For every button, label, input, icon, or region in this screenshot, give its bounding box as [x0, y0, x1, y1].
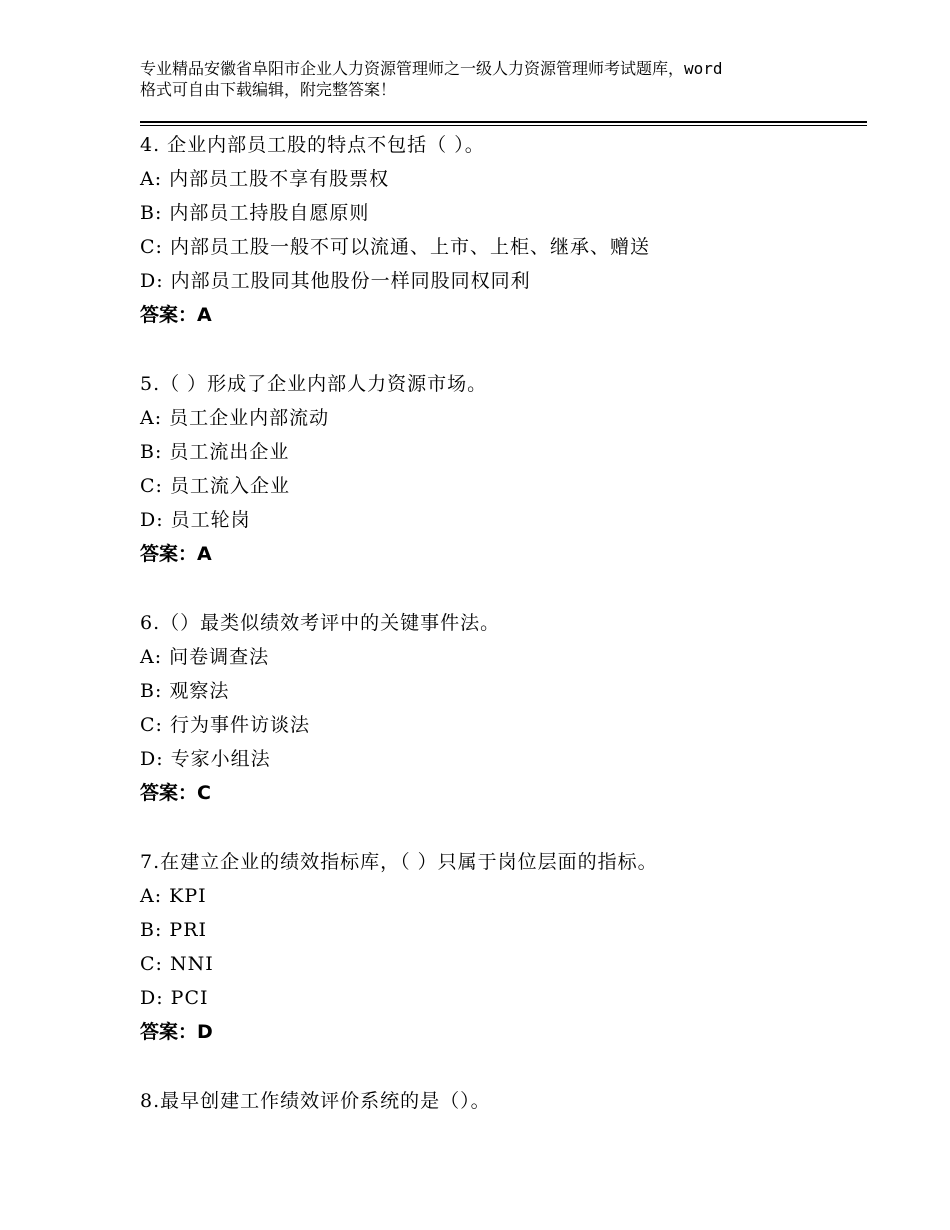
- question-stem: 6.（）最类似绩效考评中的关键事件法。: [140, 612, 501, 634]
- answer-label: 答案：C: [140, 782, 211, 804]
- option-b: B: PRI: [140, 919, 207, 941]
- question-5: [140, 367, 867, 571]
- question-stem: 5.（ ）形成了企业内部人力资源市场。: [140, 373, 488, 395]
- answer-label: 答案：A: [140, 304, 212, 326]
- header-divider-thin: [140, 125, 867, 126]
- question-list: [140, 128, 867, 1153]
- question-stem: 4. 企业内部员工股的特点不包括（ ）。: [140, 134, 485, 156]
- option-d: D: 专家小组法: [140, 748, 271, 770]
- option-d: D: 员工轮岗: [140, 509, 251, 531]
- answer-label: 答案：D: [140, 1021, 213, 1043]
- option-a: A: 问卷调查法: [140, 646, 270, 668]
- option-d: D: PCI: [140, 987, 209, 1009]
- option-a: A: 员工企业内部流动: [140, 407, 330, 429]
- option-b: B: 内部员工持股自愿原则: [140, 202, 370, 224]
- question-4: [140, 128, 867, 332]
- question-6: [140, 606, 867, 810]
- option-b: B: 员工流出企业: [140, 441, 290, 463]
- question-stem: 8.最早创建工作绩效评价系统的是（）。: [140, 1090, 491, 1112]
- document-header: [140, 58, 840, 100]
- header-divider-thick: [140, 121, 867, 123]
- option-c: C: 内部员工股一般不可以流通、上市、上柜、继承、赠送: [140, 236, 650, 258]
- answer-label: 答案：A: [140, 543, 212, 565]
- option-c: C: 行为事件访谈法: [140, 714, 310, 736]
- question-8: [140, 1084, 867, 1118]
- option-c: C: 员工流入企业: [140, 475, 290, 497]
- header-line-1: 专业精品安徽省阜阳市企业人力资源管理师之一级人力资源管理师考试题库，word: [140, 59, 723, 78]
- option-b: B: 观察法: [140, 680, 230, 702]
- question-stem: 7.在建立企业的绩效指标库，（ ）只属于岗位层面的指标。: [140, 851, 658, 873]
- header-line-2: 格式可自由下载编辑，附完整答案！: [140, 80, 397, 99]
- option-a: A: 内部员工股不享有股票权: [140, 168, 390, 190]
- question-7: [140, 845, 867, 1049]
- option-a: A: KPI: [140, 885, 207, 907]
- option-c: C: NNI: [140, 953, 214, 975]
- option-d: D: 内部员工股同其他股份一样同股同权同利: [140, 270, 531, 292]
